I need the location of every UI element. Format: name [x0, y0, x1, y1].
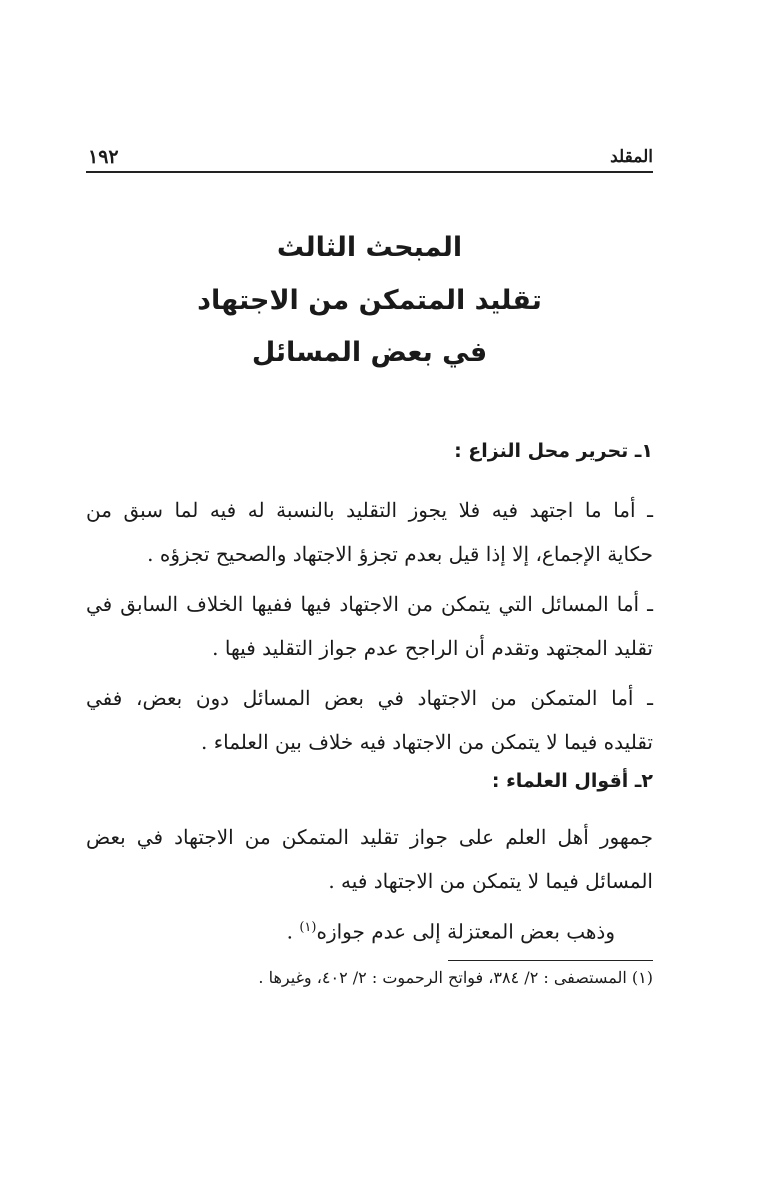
paragraph-line: المسائل فيما لا يتمكن من الاجتهاد فيه . — [328, 869, 653, 893]
paragraph — [86, 582, 653, 670]
subheading-scholars: ٢ـ أقوال العلماء : — [491, 770, 653, 792]
subheading-dispute: ١ـ تحرير محل النزاع : — [454, 440, 653, 462]
footnote-marker: (١) — [299, 920, 317, 935]
paragraph-line: تقليده فيما لا يتمكن من الاجتهاد فيه خلاف بين العلماء . — [200, 730, 653, 754]
sentence-end: . — [286, 919, 293, 944]
footnote-rule — [448, 960, 653, 961]
paragraph-line: جمهور أهل العلم على جواز تقليد المتمكن من الاجتهاد في بعض — [86, 825, 653, 849]
paragraph-text: وذهب بعض المعتزلة إلى عدم جوازه — [316, 919, 615, 944]
paragraph-line: تقليد المجتهد وتقدم أن الراجح عدم جواز التقليد فيها . — [212, 636, 653, 660]
page-number: ١٩٢ — [88, 146, 119, 168]
header-rule — [86, 171, 653, 173]
paragraph-line: حكاية الإجماع، إلا إذا قيل بعدم تجزؤ الاجتهاد والصحيح تجزؤه . — [147, 542, 653, 566]
paragraph-line: ـ أما المسائل التي يتمكن من الاجتهاد فيها ففيها الخلاف السابق في — [86, 592, 653, 616]
section-title-line-2: تقليد المتمكن من الاجتهاد — [197, 285, 542, 316]
section-title-line-1: المبحث الثالث — [276, 232, 463, 263]
section-title-line-3: في بعض المسائل — [251, 337, 488, 368]
paragraph-line — [86, 906, 615, 954]
paragraph — [86, 676, 653, 764]
running-title: المقلد — [610, 147, 653, 167]
paragraph — [86, 906, 615, 954]
footnote: (١) المستصفى : ٢/ ٣٨٤، فواتح الرحموت : ٢/ ٤٠٢، وغيرها . — [258, 968, 653, 987]
paragraph — [86, 488, 653, 576]
paragraph-line: ـ أما ما اجتهد فيه فلا يجوز التقليد بالنسبة له فيه لما سبق من — [86, 498, 653, 522]
paragraph-line: ـ أما المتمكن من الاجتهاد في بعض المسائل دون بعض، ففي — [86, 686, 653, 710]
paragraph — [86, 815, 653, 903]
